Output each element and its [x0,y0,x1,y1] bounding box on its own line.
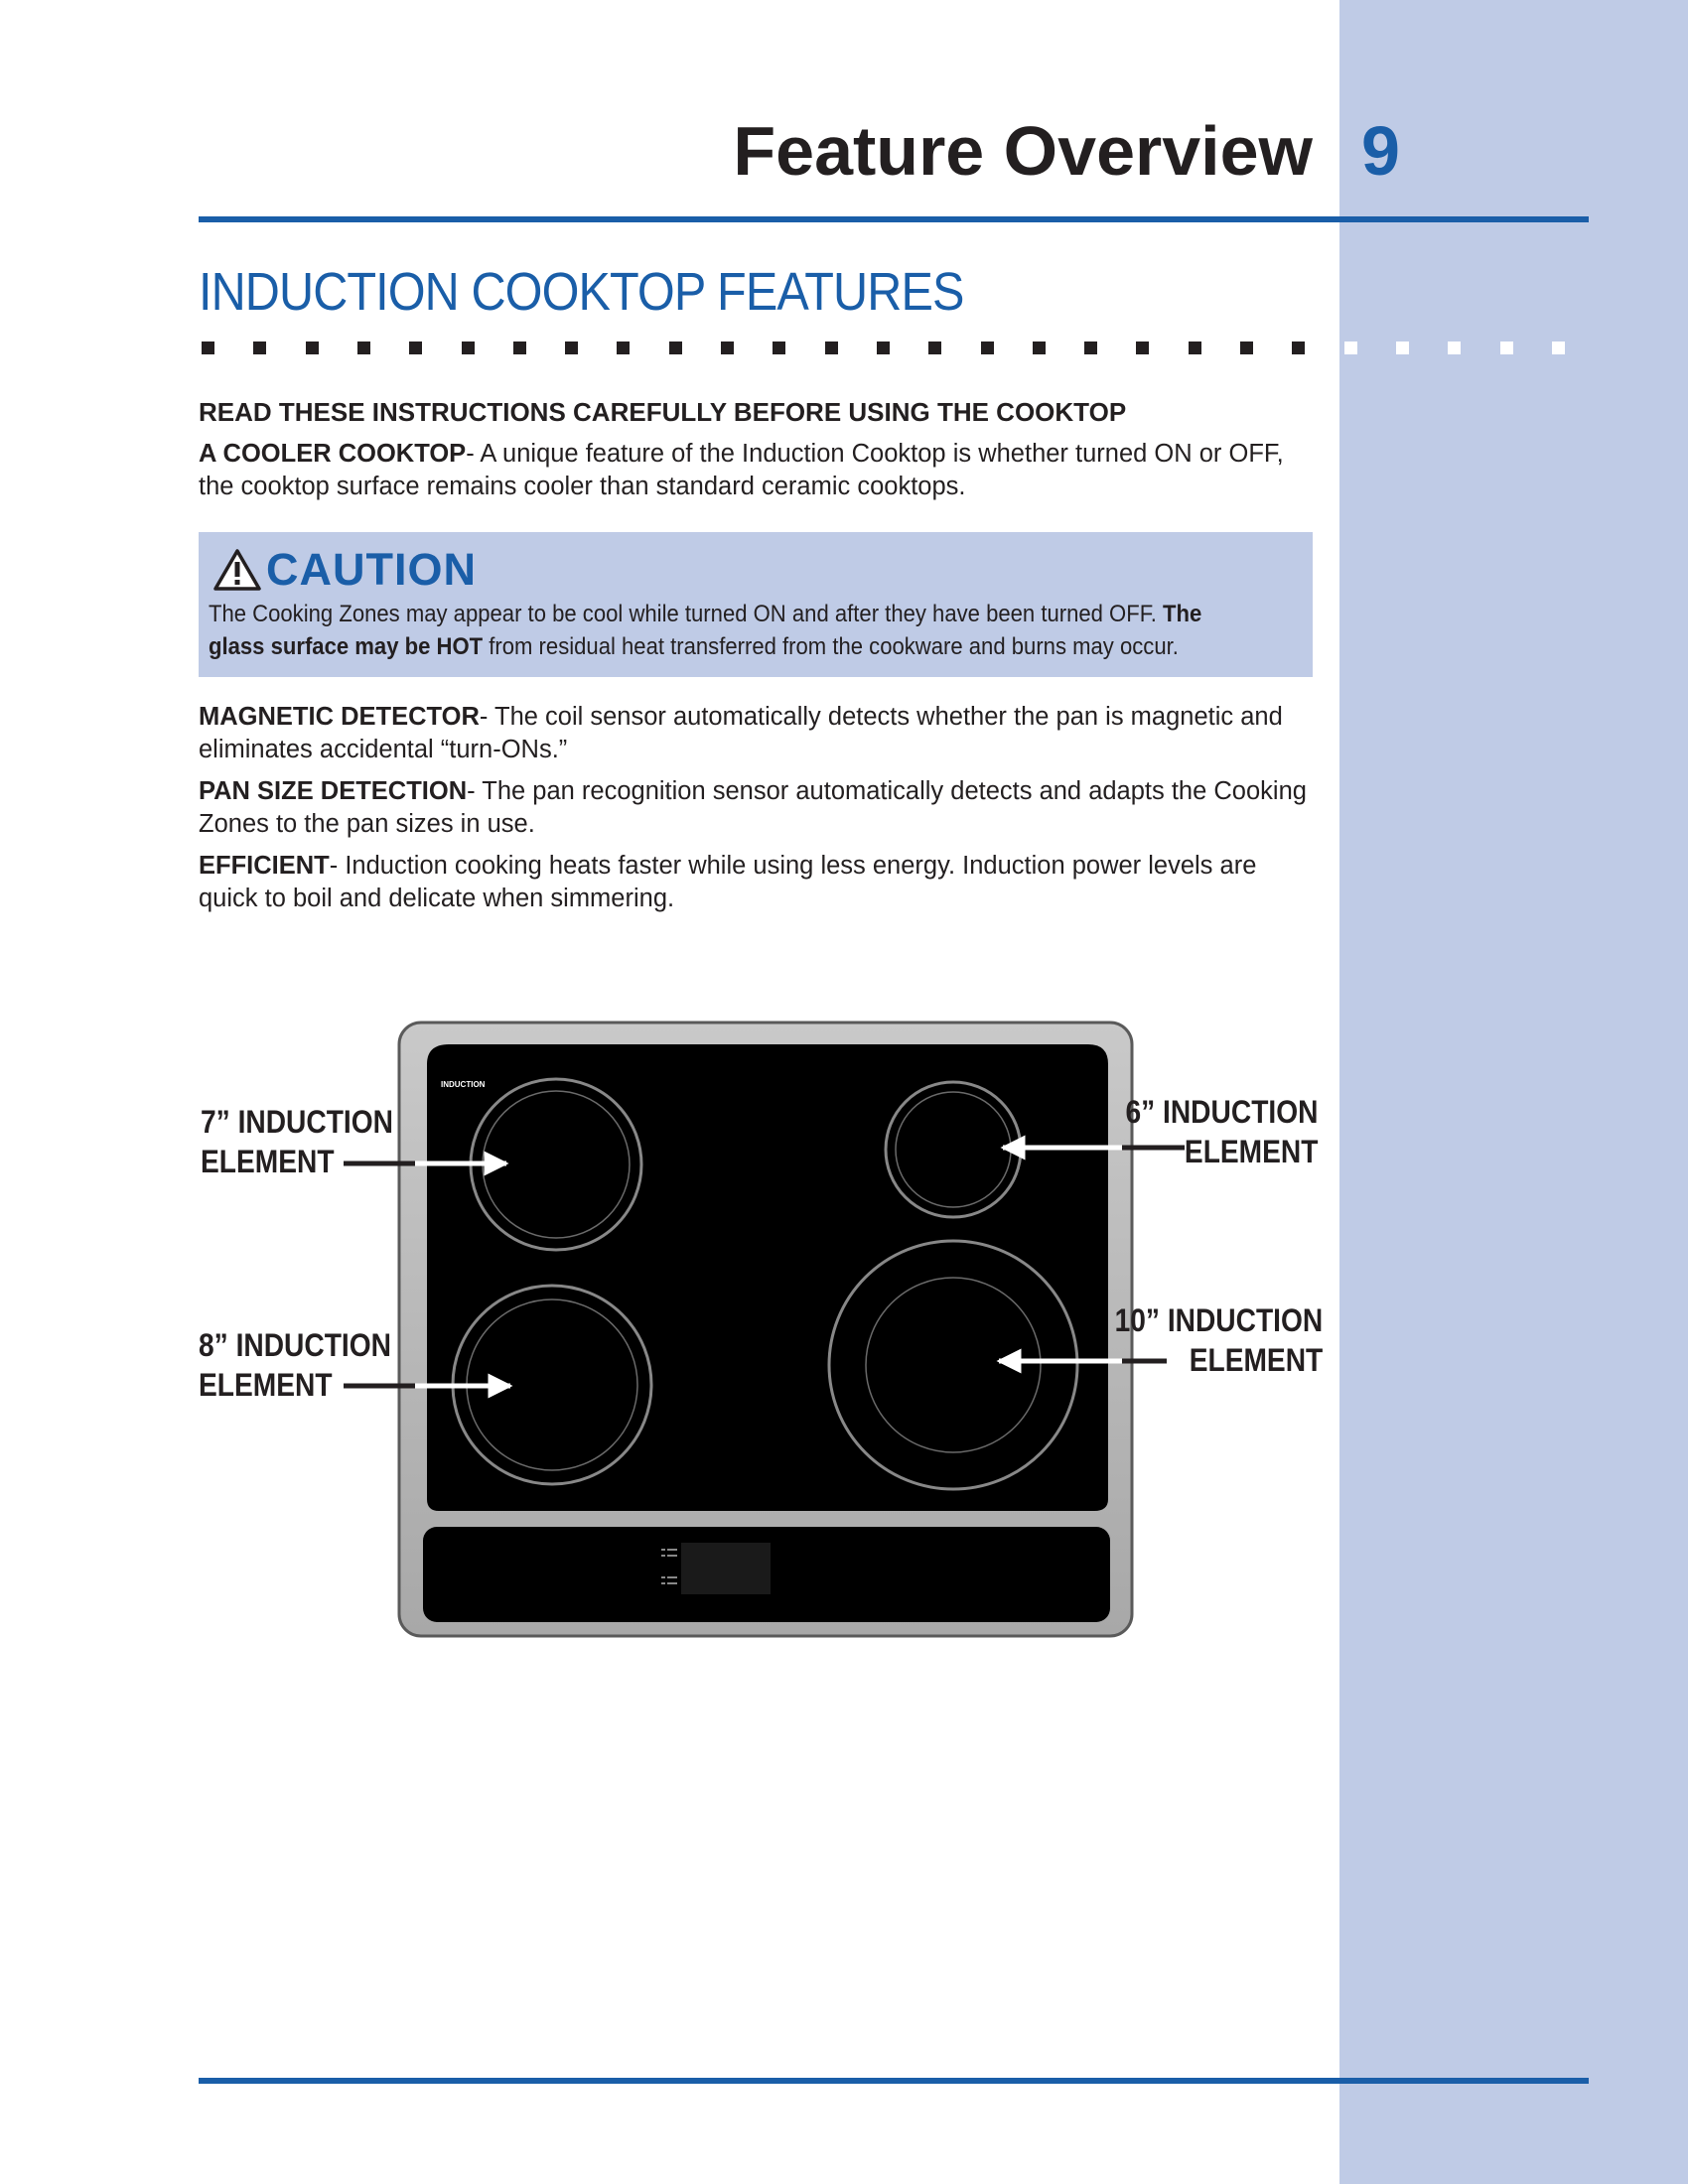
cooktop-glass [427,1044,1108,1511]
cooktop-diagram [189,1003,1360,1678]
divider-dot [462,341,475,354]
divider-dot [357,341,370,354]
callout-10-line1: 10” INDUCTION [1114,1302,1323,1338]
callout-8-line2: ELEMENT [199,1367,333,1403]
magnetic-detector-paragraph [199,701,1311,766]
divider-dot [617,341,630,354]
callout-8-line1: 8” INDUCTION [199,1327,391,1363]
divider-dot [253,341,266,354]
divider-dot [1344,341,1357,354]
divider-dot [981,341,994,354]
side-band [1339,0,1688,2184]
section-title: INDUCTION COOKTOP FEATURES [199,262,964,322]
callout-6-inch [1125,1092,1318,1171]
callout-8-inch [199,1325,391,1405]
divider-dot [306,341,319,354]
divider-dot [1500,341,1513,354]
divider-dot [202,341,214,354]
divider-dot [513,341,526,354]
divider-dot [1189,341,1201,354]
page-title: Feature Overview [733,112,1313,190]
divider-dot [928,341,941,354]
pan-size-detection-label: PAN SIZE DETECTION [199,777,468,805]
caution-text-part2: from residual heat transferred from the cookware and burns may occur. [483,633,1179,660]
divider-dot [773,341,785,354]
caution-box [199,532,1313,677]
header-rule [199,216,1589,222]
divider-dot [1240,341,1253,354]
callout-6-line2: ELEMENT [1184,1134,1318,1169]
page-number: 9 [1361,112,1400,190]
divider-dot [1136,341,1149,354]
caution-heading: CAUTION [266,544,477,595]
instructions-heading: READ THESE INSTRUCTIONS CAREFULLY BEFORE USING THE COOKTOP [199,397,1127,427]
callout-7-line2: ELEMENT [201,1144,335,1179]
control-display [681,1543,771,1594]
caution-text-bold: The glass surface may be HOT [209,601,1202,660]
divider-dot [1033,341,1046,354]
efficient-paragraph [199,850,1311,915]
divider-dot [877,341,890,354]
divider-dot [825,341,838,354]
callout-6-line1: 6” INDUCTION [1125,1094,1318,1130]
divider-dot [1448,341,1461,354]
magnetic-detector-text: - The coil sensor automatically detects whether the pan is magnetic and eliminates accidental “turn-ONs.” [199,703,1283,763]
magnetic-detector-label: MAGNETIC DETECTOR [199,703,480,731]
divider-dot [1084,341,1097,354]
pan-size-detection-text: - The pan recognition sensor automatically detects and adapts the Cooking Zones to the pan sizes in use. [199,777,1307,838]
divider-dot [669,341,682,354]
dotted-divider [202,341,1592,355]
cooktop-brand-mark: INDUCTION [441,1080,486,1089]
divider-dot [1552,341,1565,354]
warning-triangle-icon [212,548,262,592]
callout-7-line1: 7” INDUCTION [201,1104,393,1140]
cooler-cooktop-paragraph [199,438,1311,503]
callout-10-inch [1114,1300,1323,1380]
efficient-text: - Induction cooking heats faster while using less energy. Induction power levels are quick to boil and delicate when simmering. [199,852,1257,912]
callout-10-line2: ELEMENT [1189,1342,1323,1378]
cooler-cooktop-text: - A unique feature of the Induction Cooktop is whether turned ON or OFF, the cooktop surface remains cooler than standard ceramic cooktops. [199,440,1284,500]
pan-size-detection-paragraph [199,775,1311,841]
divider-dot [1396,341,1409,354]
caution-header [212,540,477,600]
callout-7-inch [201,1102,393,1181]
caution-text-part1: The Cooking Zones may appear to be cool while turned ON and after they have been turned OFF. [209,601,1164,627]
divider-dot [409,341,422,354]
divider-dot [1292,341,1305,354]
efficient-label: EFFICIENT [199,852,330,880]
caution-text [209,598,1222,663]
divider-dot [721,341,734,354]
divider-dot [565,341,578,354]
footer-rule [199,2078,1589,2084]
cooler-cooktop-label: A COOLER COOKTOP [199,440,467,468]
